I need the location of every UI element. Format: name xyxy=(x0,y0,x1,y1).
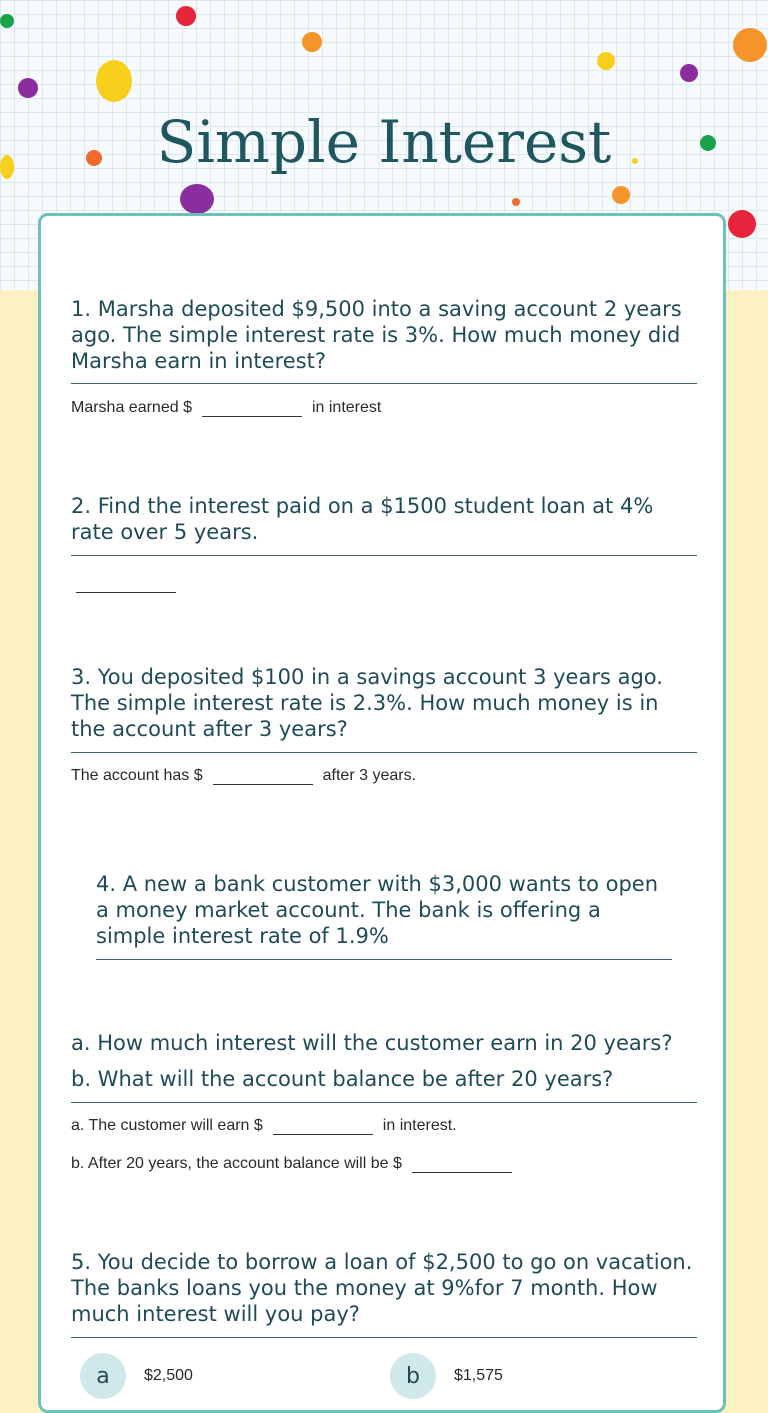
paint-splat-decoration xyxy=(728,210,756,238)
answer-prefix: a. The customer will earn $ xyxy=(71,1117,263,1134)
answer-suffix: in interest. xyxy=(382,1117,457,1134)
choice-b[interactable] xyxy=(390,1353,503,1399)
divider xyxy=(96,959,672,960)
paint-splat-decoration xyxy=(180,184,214,214)
paint-splat-decoration xyxy=(512,198,520,206)
answer-prefix: Marsha earned $ xyxy=(71,399,192,416)
answer-blank-input[interactable] xyxy=(76,574,176,593)
choice-a-text: $2,500 xyxy=(144,1367,193,1384)
answer-blank-input[interactable] xyxy=(202,398,302,417)
choice-b-bubble[interactable]: b xyxy=(390,1353,436,1399)
worksheet-card xyxy=(38,213,726,1413)
page-title: Simple Interest xyxy=(156,108,612,176)
answer-prefix: b. After 20 years, the account balance will be $ xyxy=(71,1155,402,1172)
choice-a[interactable] xyxy=(80,1353,193,1399)
question-1-prompt: 1. Marsha deposited $9,500 into a saving account 2 years ago. The simple interest rate is 3%. How much money did Marsha earn in interest? xyxy=(71,297,682,373)
answer-prefix: The account has $ xyxy=(71,767,203,784)
question-2-answer-row xyxy=(76,574,176,593)
question-3-prompt: 3. You deposited $100 in a savings account 3 years ago. The simple interest rate is 2.3%. How much money is in the account after 3 years? xyxy=(71,665,663,741)
question-1-answer-row xyxy=(71,398,381,417)
question-4-prompt: 4. A new a bank customer with $3,000 wants to open a money market account. The bank is offering a simple interest rate of 1.9% xyxy=(96,872,659,948)
paint-splat-decoration xyxy=(96,60,132,102)
choice-b-text: $1,575 xyxy=(454,1367,503,1384)
divider xyxy=(71,555,697,556)
paint-splat-decoration xyxy=(597,52,615,70)
question-4-answer-a-row xyxy=(71,1116,457,1135)
answer-suffix: after 3 years. xyxy=(322,767,417,784)
divider xyxy=(71,383,697,384)
answer-blank-input[interactable] xyxy=(273,1116,373,1135)
paint-splat-decoration xyxy=(733,28,767,62)
question-2-prompt: 2. Find the interest paid on a $1500 student loan at 4% rate over 5 years. xyxy=(71,494,654,544)
paint-splat-decoration xyxy=(302,32,322,52)
question-3-answer-row xyxy=(71,766,416,785)
answer-suffix: in interest xyxy=(311,399,382,416)
divider xyxy=(71,752,697,753)
paint-splat-decoration xyxy=(176,6,196,26)
choice-a-bubble[interactable]: a xyxy=(80,1353,126,1399)
paint-splat-decoration xyxy=(680,64,698,82)
divider xyxy=(71,1102,697,1103)
paint-splat-decoration xyxy=(0,14,14,28)
answer-blank-input[interactable] xyxy=(213,766,313,785)
paint-splat-decoration xyxy=(18,78,38,98)
question-4-sub-b: b. What will the account balance be after 20 years? xyxy=(71,1067,614,1091)
question-5-prompt: 5. You decide to borrow a loan of $2,500 to go on vacation. The banks loans you the money at 9%for 7 month. How much interest will you pay? xyxy=(71,1250,693,1326)
question-4-sub-a: a. How much interest will the customer earn in 20 years? xyxy=(71,1031,673,1055)
paint-splat-decoration xyxy=(612,186,630,204)
divider xyxy=(71,1337,697,1338)
question-4-answer-b-row xyxy=(71,1154,512,1173)
answer-blank-input[interactable] xyxy=(412,1154,512,1173)
